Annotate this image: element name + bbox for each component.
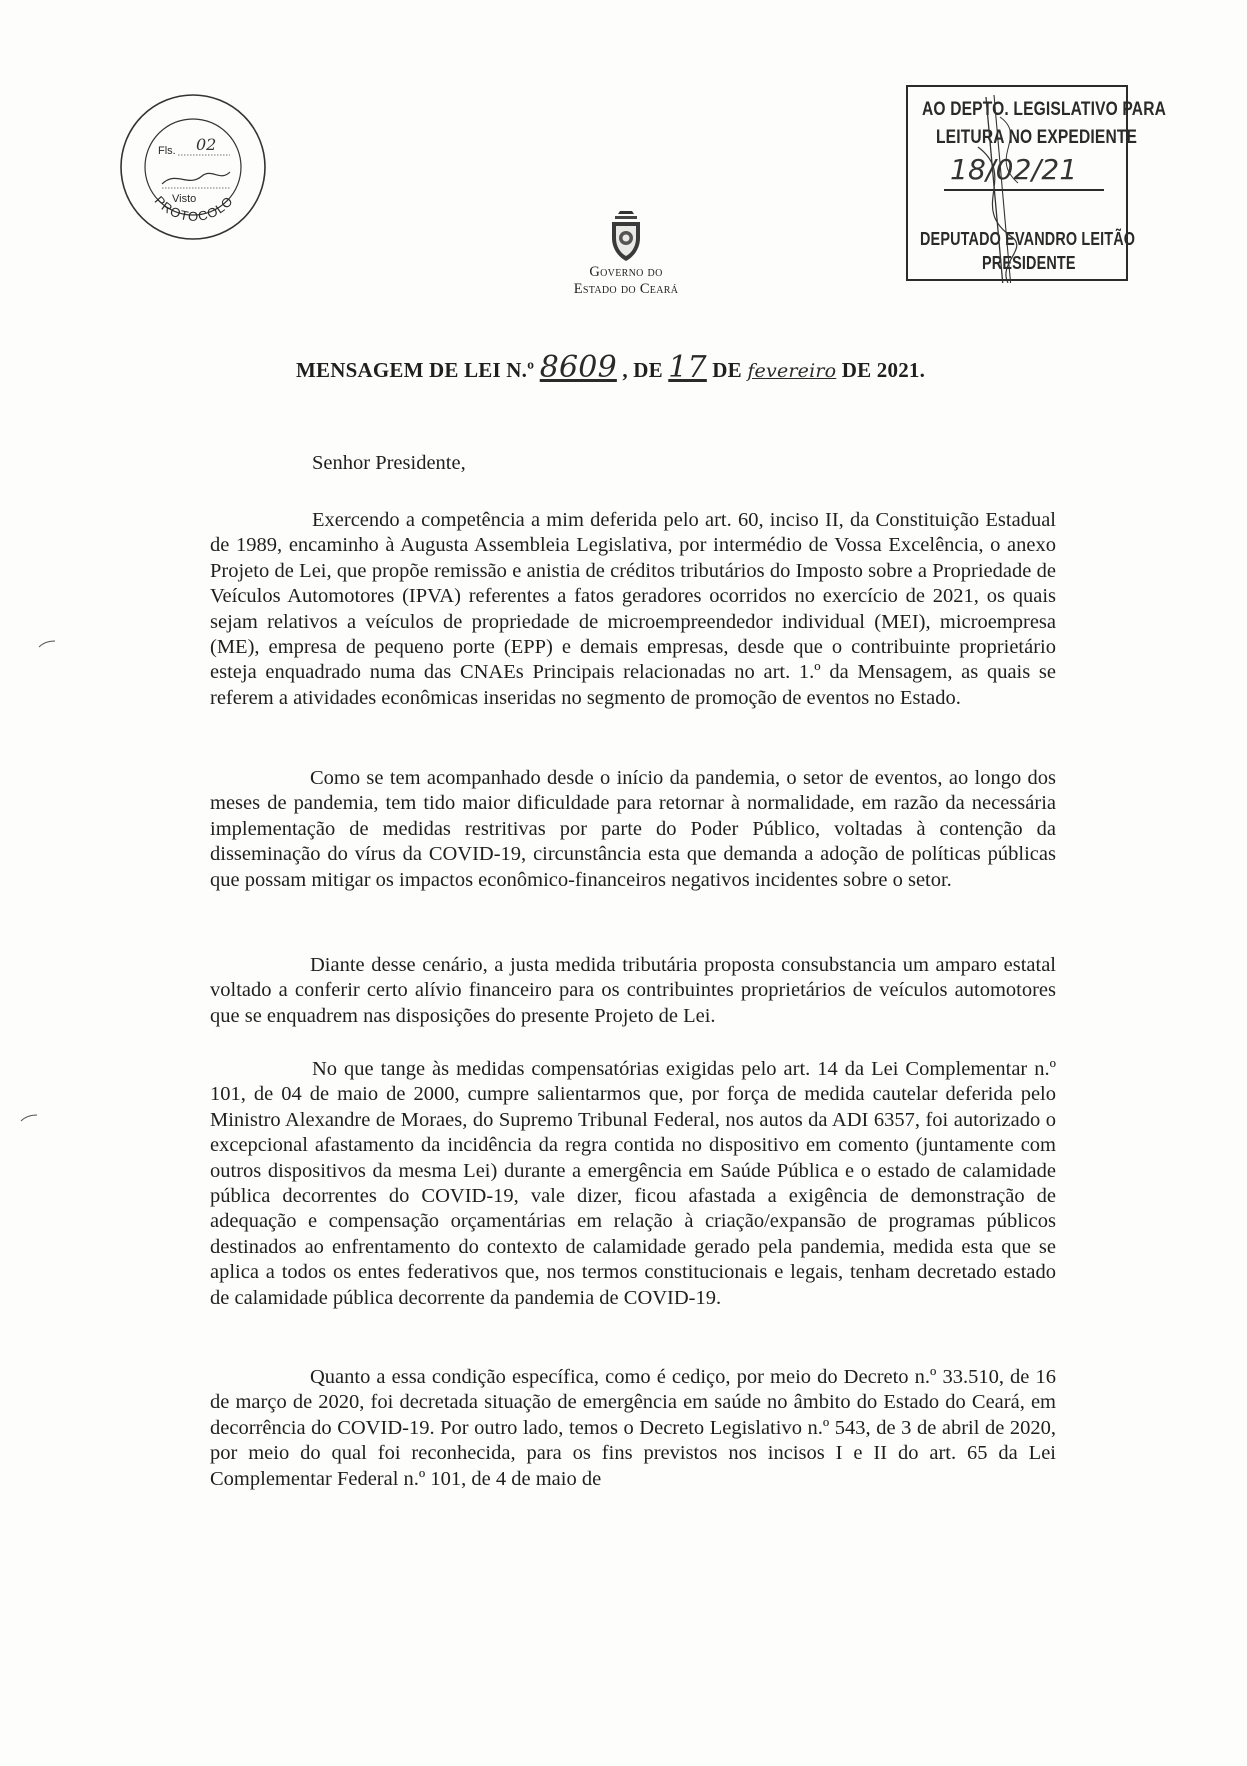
- coat-of-arms-icon: [598, 208, 654, 264]
- expedient-stamp: [906, 85, 1167, 281]
- seal-fls-label: Fls.: [158, 145, 176, 157]
- stamp-line-1: AO DEPTO. LEGISLATIVO PARA: [922, 99, 1167, 120]
- seal-ring-top: [118, 92, 268, 95]
- title-prefix: MENSAGEM DE LEI N.º: [296, 358, 535, 382]
- stamp-date: 18/02/21: [950, 153, 1078, 186]
- seal-visto-label: Visto: [172, 193, 197, 205]
- paragraph-2: Como se tem acompanhado desde o início da pandemia, o setor de eventos, ao longo dos meses de pandemia, tem tido maior dificuldade para retornar à normalidade, em razão da necessária implementação de medidas restritivas por parte do Poder Público, voltadas à contenção da disseminação do vírus da COVID-19, circunstância esta que demanda a adoção de políticas públicas que possam mitigar os impactos econômico-financeiros negativos incidentes sobre o setor.: [210, 767, 1056, 891]
- stamp-signature: [908, 87, 1130, 283]
- seal-ring-bottom: PROTOCOLO: [151, 192, 237, 224]
- seal-fls-value: 02: [196, 135, 217, 154]
- title-de-2: DE: [712, 358, 742, 382]
- gov-line-1: Governo do: [589, 264, 663, 280]
- stamp-line-3: DEPUTADO EVANDRO LEITÃO: [920, 229, 1136, 249]
- stamp-line-2: LEITURA NO EXPEDIENTE: [936, 127, 1138, 148]
- message-title: [296, 350, 986, 385]
- government-header: [540, 264, 712, 298]
- paragraph-4: No que tange às medidas compensatórias exigidas pelo art. 14 da Lei Complementar n.º 101, de 04 de maio de 2000, cumpre salientarmos que, por força de medida cautelar deferida pelo Ministro Alexandre de Moraes, do Supremo Tribunal Federal, nos autos da ADI 6357, foi autorizado o excepcional afastamento da incidência da regra contida no dispositivo em comento (juntamente com outros dispositivos da mesma Lei) durante a emergência em Saúde Pública e o estado de calamidade pública decorrentes do COVID-19, vale dizer, ficou afastada a exigência de demonstração de adequação e compensação orçamentárias em relação à criação/expansão de programas públicos destinados ao enfrentamento do contexto de calamidade gerado pela pandemia, medida esta que se aplica a todos os entes federativos que, nos termos constitucionais e legais, tenham decretado estado de calamidade pública decorrente da pandemia de COVID-19.: [210, 1058, 1056, 1309]
- protocol-seal: [118, 92, 268, 242]
- title-month: fevereiro: [747, 360, 837, 382]
- title-suffix: DE 2021.: [841, 358, 926, 382]
- paragraph-5: Quanto a essa condição específica, como é cediço, por meio do Decreto n.º 33.510, de 16 de março de 2020, foi decretada situação de emergência em saúde no âmbito do Estado do Ceará, em decorrência do COVID-19. Por outro lado, temos o Decreto Legislativo n.º 543, de 3 de abril de 2020, por meio do qual foi reconhecida, para os fins previstos nos incisos I e II do art. 65 da Lei Complementar Federal n.º 101, de 4 de maio de: [210, 1366, 1056, 1490]
- margin-mark: [20, 1114, 38, 1122]
- title-number: 8609: [539, 350, 617, 385]
- paragraph-1: Exercendo a competência a mim deferida pelo art. 60, inciso II, da Constituição Estadual de 1989, encaminho à Augusta Assembleia Legislativa, por intermédio de Vossa Excelência, o anexo Projeto de Lei, que propõe remissão e anistia de créditos tributários do Imposto sobre a Propriedade de Veículos Automotores (IPVA) referentes a fatos geradores ocorridos no exercício de 2021, os quais sejam relativos a veículos de propriedade de microempreendedor individual (MEI), microempresa (ME), empresa de pequeno porte (EPP) e demais empresas, desde que o contribuinte proprietário esteja enquadrado numa das CNAEs Principais relacionadas no art. 1.º da Mensagem, as quais se referem a atividades econômicas inseridas no segmento de promoção de eventos no Estado.: [210, 509, 1056, 709]
- title-de-1: , DE: [622, 358, 663, 382]
- seal-graphic: [118, 92, 268, 242]
- title-day: 17: [668, 350, 707, 385]
- gov-line-2: Estado do Ceará: [573, 281, 679, 297]
- paragraph-3: Diante desse cenário, a justa medida tributária proposta consubstancia um amparo estatal voltado a conferir certo alívio financeiro para os contribuintes proprietários de veículos automotores que se enquadrem nas disposições do presente Projeto de Lei.: [210, 954, 1056, 1027]
- seal-signature: [162, 172, 230, 184]
- margin-mark: [38, 640, 56, 648]
- stamp-line-4: PRESIDENTE: [982, 253, 1076, 273]
- greeting: Senhor Presidente,: [312, 452, 466, 474]
